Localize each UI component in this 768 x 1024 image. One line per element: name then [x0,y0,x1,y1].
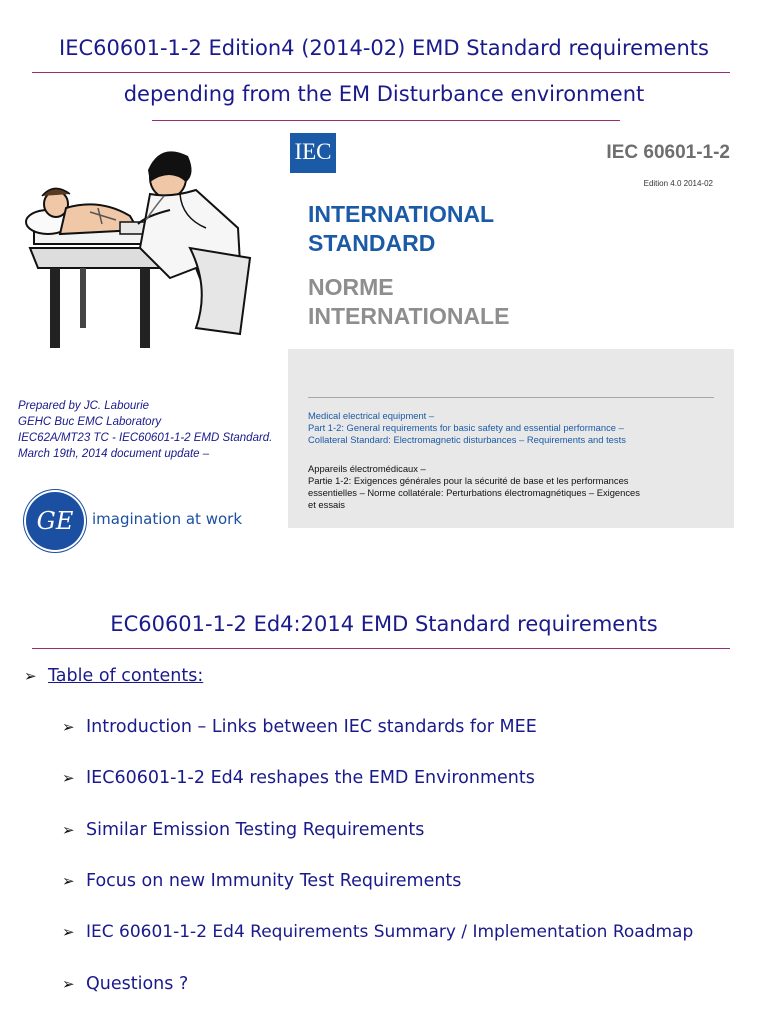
toc-item-label: Introduction – Links between IEC standards for MEE [86,717,537,737]
iec-logo: IEC [290,133,336,173]
iec-standard-number: IEC 60601-1-2 [606,142,730,163]
arrow-bullet-icon: ➢ [62,975,75,993]
iec-heading-en: INTERNATIONAL STANDARD [308,201,495,256]
notes-line-3: IEC62A/MT23 TC - IEC60601-1-2 EMD Standard. [18,432,273,444]
subtitle-underline [152,120,620,121]
arrow-bullet-icon: ➢ [62,821,75,839]
toc-item [62,820,424,840]
toc-item [62,768,535,788]
ge-tagline: imagination at work [92,510,242,528]
toc-item-label: Similar Emission Testing Requirements [86,820,425,840]
title-underline [32,72,730,73]
ge-logo: GE [26,492,84,550]
toc-heading-row [24,666,203,686]
iec-panel-rule [308,397,714,398]
arrow-bullet-icon: ➢ [62,872,75,890]
toc-item-label: Questions ? [86,974,189,994]
notes-line-2: GEHC Buc EMC Laboratory [18,416,162,428]
slide2-title-underline [32,648,730,649]
notes-line-4: March 19th, 2014 document update – [18,448,210,460]
toc-item-label: Focus on new Immunity Test Requirements [86,871,462,891]
toc-item [62,717,537,737]
toc-item [62,922,693,942]
author-notes [18,398,272,462]
iec-edition: Edition 4.0 2014-02 [643,179,713,188]
toc-item-label: IEC 60601-1-2 Ed4 Requirements Summary / Implementation Roadmap [86,922,694,942]
toc-heading[interactable]: Table of contents: [48,666,204,686]
notes-line-1: Prepared by JC. Labourie [18,400,150,412]
arrow-bullet-icon: ➢ [62,769,75,787]
iec-heading-fr: NORME INTERNATIONALE [308,274,510,329]
arrow-bullet-icon: ➢ [62,718,75,736]
toc-item [62,871,461,891]
toc-item-label: IEC60601-1-2 Ed4 reshapes the EMD Environments [86,768,535,788]
iec-english-description: Medical electrical equipment – Part 1-2: General requirements for basic safety and essential performance – Collateral Standard: Electromagnetic disturbances – Requirements and tests [308,410,626,445]
slide1-title-line1: IEC60601-1-2 Edition4 (2014-02) EMD Standard requirements [59,36,709,60]
toc-item [62,974,188,994]
slide2-title: EC60601-1-2 Ed4:2014 EMD Standard requirements [110,612,658,636]
arrow-bullet-icon: ➢ [62,923,75,941]
slide1-title-line2: depending from the EM Disturbance environment [123,82,645,106]
iec-french-description: Appareils électromédicaux – Partie 1-2: Exigences générales pour la sécurité de base et les performances essentielles – Norme collatérale: Perturbations électromagnétiques – Exigences et essais [308,463,640,510]
arrow-bullet-icon: ➢ [24,667,37,685]
nurse-patient-illustration [20,138,260,356]
